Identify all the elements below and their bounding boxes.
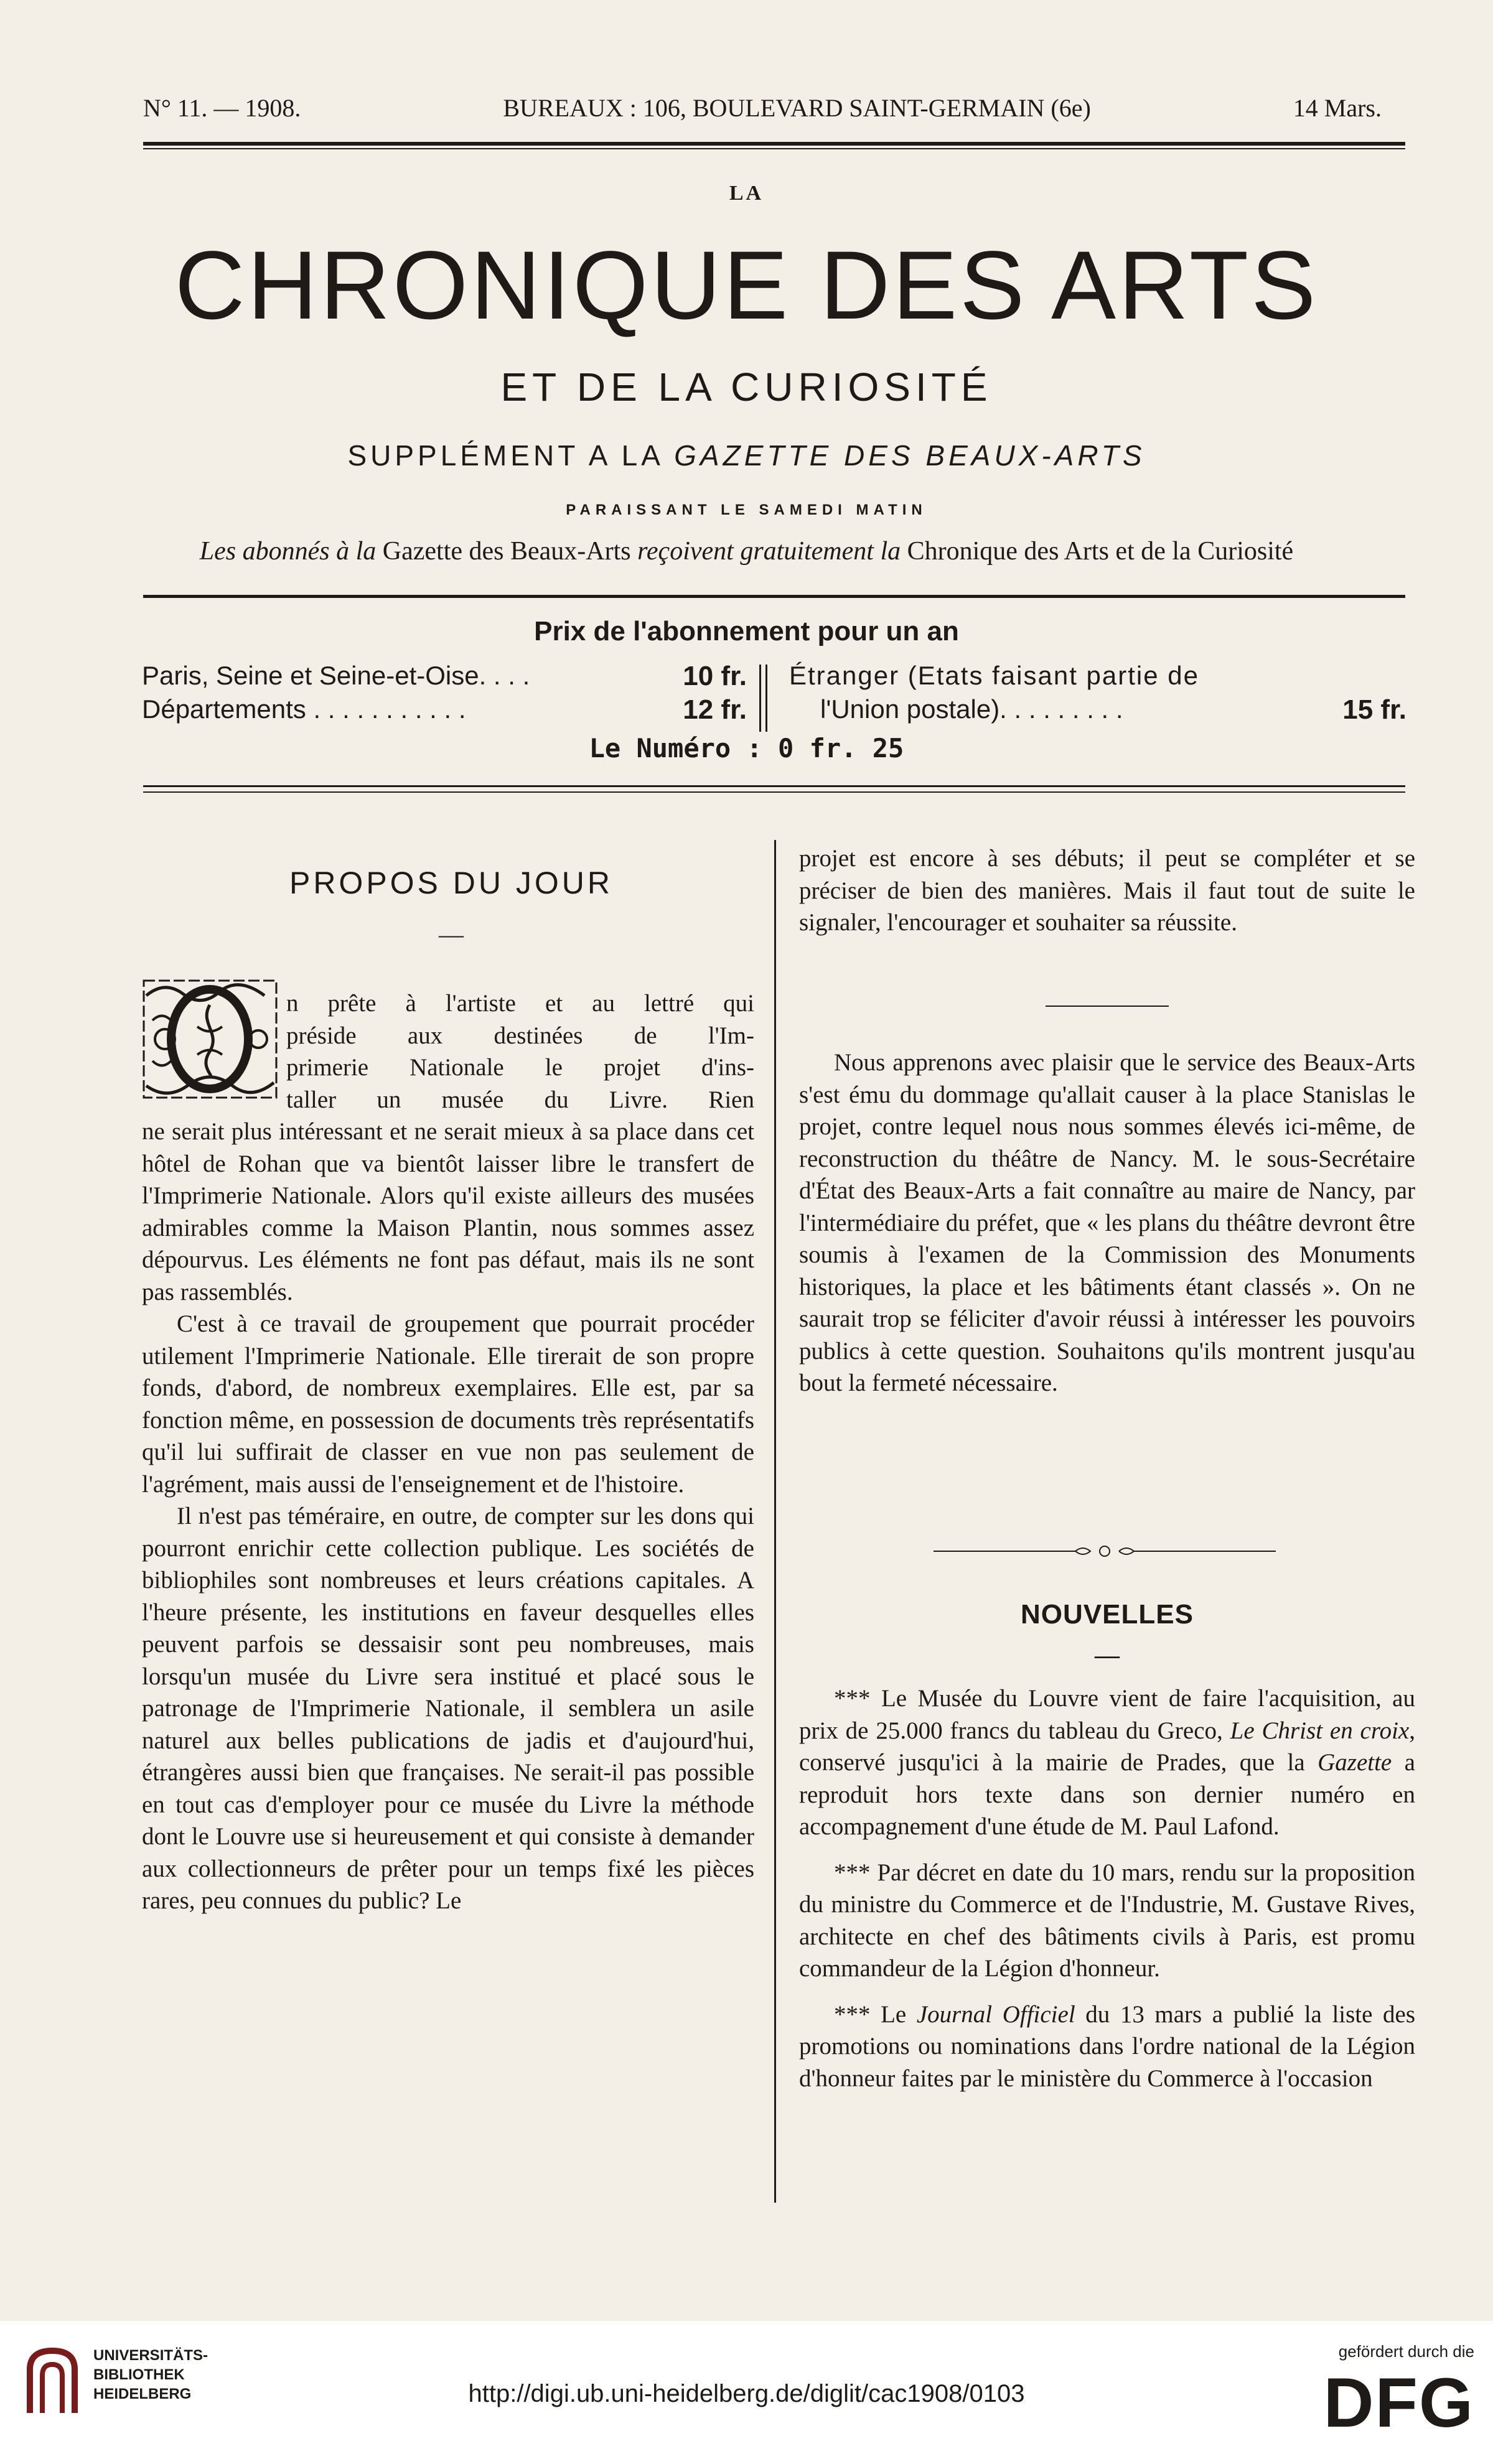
uni-line-1: UNIVERSITÄTS-	[93, 2347, 208, 2364]
propos-paragraph-2: C'est à ce travail de groupement que pourrait procéder utilement l'Imprimerie Nationale. Elle tirerait de son propre fonds, d'abord, de nombreux exemplaires. Elle est, par sa fonction même, en possession de documents très représentatifs qu'il lui suffirait de classer en vue non pas seulement de l'agrément, mais aussi de l'enseignement et de l'histoire.	[142, 1310, 754, 1498]
propos-line-4: taller un musée du Livre. Rien	[286, 1086, 754, 1113]
news-1-b: Le Christ en croix	[1230, 1717, 1410, 1744]
price-paris-label: Paris, Seine et Seine-et-Oise. . . .	[142, 661, 530, 690]
price-departements-label: Départements . . . . . . . . . . .	[142, 694, 466, 724]
propos-line-3: primerie Nationale le projet d'ins-	[286, 1054, 754, 1081]
nancy-theatre-news	[799, 1047, 1415, 1399]
uni-line-2: BIBLIOTHEK	[93, 2366, 185, 2383]
price-departements-value: 12 fr.	[683, 694, 747, 725]
uni-line-3: HEIDELBERG	[93, 2386, 192, 2402]
nancy-paragraph: Nous apprenons avec plaisir que le service des Beaux-Arts s'est ému du dommage qu'allait causer à la place Stanislas le projet, contre lequel nous nous sommes élevés ici-même, de reconstruction du théâtre de Nancy. M. le sous-Secrétaire d'État des Beaux-Arts a fait connaître au maire de Nancy, par l'intermédiaire du préfet, que « les plans du théâtre devront être soumis à l'examen de la Commission des Monuments historiques, la place et les bâtiments étant classés ». On ne saurait trop se féliciter d'avoir réussi à intéresser les pouvoirs publics à cette question. Souhaitons qu'ils montrent jusqu'au bout la fermeté nécessaire.	[799, 1049, 1415, 1396]
single-issue-price: Le Numéro : 0 fr. 25	[589, 733, 904, 763]
publication-schedule: PARAISSANT LE SAMEDI MATIN	[566, 502, 927, 518]
propos-continuation: projet est encore à ses débuts; il peut se compléter et se préciser de bien des manières. Mais il faut tout de suite le signaler, l'encourager et souhaiter sa réussite.	[799, 845, 1415, 936]
news-3-b: Journal Officiel	[916, 2000, 1075, 2028]
price-etranger-label-1: Étranger (Etats faisant partie de	[789, 661, 1199, 690]
issue-date: 14 Mars.	[1293, 94, 1382, 122]
price-paris-value: 10 fr.	[683, 661, 747, 691]
news-3-c: du 13 mars a publié la liste des promotions ou nominations dans l'ordre national de la Légion d'honneur faites par le ministère du Commerce à l'occasion	[799, 2000, 1416, 2092]
dfg-logo: DFG	[1323, 2364, 1474, 2442]
bureaux-address: BUREAUX : 106, BOULEVARD SAINT-GERMAIN (6e)	[503, 94, 1091, 122]
price-etranger-value: 15 fr.	[1342, 694, 1406, 725]
supplement-gazette: GAZETTE DES BEAUX-ARTS	[674, 439, 1146, 472]
propos-paragraph-3: Il n'est pas téméraire, en outre, de compter sur les dons qui pourront enrichir cette collection publique. Les sociétés de bibliophiles sont nombreuses et leurs créations capitales. A l'heure présente, les institutions en faveur desquelles elles peuvent parfois se dessaisir sont peu nombreuses, mais lorsqu'un musée du Livre sera institué et placé sous le patronage de l'Imprimerie Nationale, il semblera un asile naturel aux belles publications de jadis et d'aujourd'hui, étrangères aussi bien que françaises. Ne serait-il pas possible en tout cas d'employer pour ce musée du Livre la méthode dont le Louvre use si heureusement et qui consiste à demander aux collectionneurs de prêter pour un temps fixé les pièces rares, peu connues du public? Le	[142, 1503, 754, 1914]
right-column-top	[799, 842, 1415, 939]
news-1-c: , conservé jusqu'ici à la mairie de Prades, que la	[799, 1717, 1415, 1776]
prix-rule-1	[143, 785, 1405, 787]
ornamental-dropcap-o	[140, 977, 280, 1101]
price-divider-2	[765, 665, 767, 732]
propos-dash: —	[439, 920, 464, 948]
subscription-title: Prix de l'abonnement pour un an	[534, 616, 959, 646]
propos-du-jour-title: PROPOS DU JOUR	[289, 866, 614, 900]
masthead-supplement	[0, 439, 1493, 472]
propos-paragraph-1: ne serait plus intéressant et ne serait mieux à sa place dans cet hôtel de Rohan que va bientôt laisser libre le transfert de l'Imprimerie Nationale. Alors qu'il existe ailleurs des musées admirables comme la Maison Plantin, nous sommes assez dépourvus. Les éléments ne font pas défaut, mais ils ne sont pas rassemblés.	[142, 1118, 754, 1305]
header-rule-thin	[143, 148, 1405, 149]
masthead-rule	[143, 595, 1405, 598]
masthead-la: LA	[729, 182, 764, 205]
news-louvre-greco	[799, 1682, 1415, 1843]
price-divider-1	[759, 665, 761, 732]
right-short-rule	[1046, 1006, 1169, 1007]
issue-header-line	[143, 93, 1382, 137]
nouvelles-dash: —	[1095, 1641, 1120, 1669]
subscribers-note	[0, 536, 1493, 566]
propos-line-2: préside aux destinées de l'Im-	[286, 1022, 754, 1049]
news-1-e: a reproduit hors texte dans son dernier numéro en accompagnement d'une étude de M. Paul Lafond.	[799, 1749, 1415, 1840]
propos-body	[142, 1116, 754, 1917]
digitization-footer	[0, 2321, 1493, 2464]
masthead-subtitle: ET DE LA CURIOSITÉ	[500, 365, 993, 409]
abonnes-part-1: Les abonnés à la	[199, 537, 383, 566]
abonnes-part-3: reçoivent gratuitement la	[637, 537, 907, 566]
issue-number: N° 11. — 1908.	[143, 94, 301, 122]
supplement-prefix: SUPPLÉMENT A LA	[347, 439, 675, 472]
permalink-url[interactable]: http://digi.ub.uni-heidelberg.de/diglit/cac1908/0103	[468, 2380, 1025, 2407]
news-1-a: *** Le Musée du Louvre vient de faire l'acquisition, au prix de 25.000 francs du tableau du Greco,	[799, 1685, 1415, 1744]
funded-by-text: gefördert durch die	[1338, 2342, 1474, 2361]
abonnes-part-2: Gazette des Beaux-Arts	[382, 537, 638, 566]
prix-rule-2	[143, 791, 1405, 793]
news-journal-officiel	[799, 1999, 1415, 2095]
nouvelles-title: NOUVELLES	[1021, 1599, 1194, 1630]
column-divider	[774, 840, 776, 2203]
nouvelles-items	[799, 1682, 1415, 2094]
abonnes-part-4: Chronique des Arts et de la Curiosité	[907, 537, 1294, 566]
ornamental-separator	[934, 1542, 1276, 1561]
header-rule-thick	[143, 142, 1405, 146]
news-1-d: Gazette	[1317, 1749, 1392, 1776]
price-etranger-label-2: l'Union postale). . . . . . . . .	[820, 694, 1123, 724]
masthead-title: CHRONIQUE DES ARTS	[174, 231, 1319, 340]
news-gustave-rives: *** Par décret en date du 10 mars, rendu sur la proposition du ministre du Commerce et de l'Industrie, M. Gustave Rives, architecte en chef des bâtiments civils à Paris, est promu commandeur de la Légion d'honneur.	[799, 1859, 1415, 1982]
propos-line-1: n prête à l'artiste et au lettré qui	[286, 990, 754, 1017]
propos-first-lines	[286, 987, 754, 1116]
news-3-a: *** Le	[834, 2000, 917, 2028]
